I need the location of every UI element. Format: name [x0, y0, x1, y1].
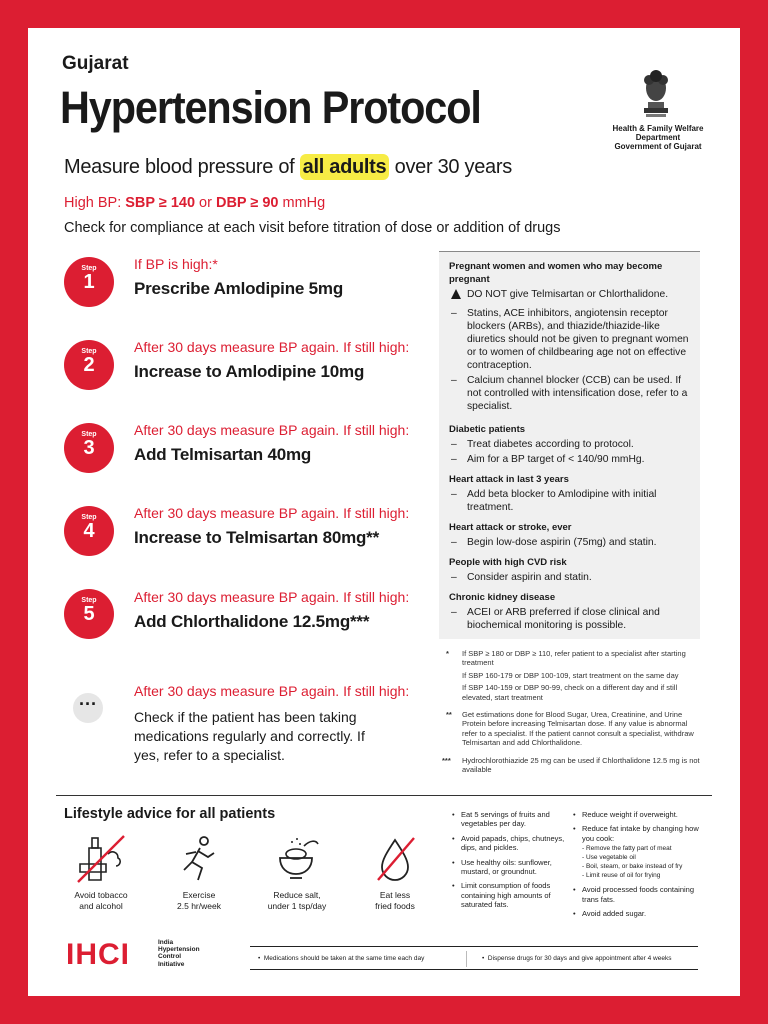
list-item: • Limit consumption of foods containing high amounts of saturated fats. — [452, 881, 570, 909]
list-item: • Avoid added sugar. — [573, 909, 703, 918]
protocol-sheet — [28, 28, 740, 996]
no-tobacco-alcohol-icon — [74, 834, 128, 884]
bottom-reminder-bar — [250, 946, 698, 970]
list-item: – Aim for a BP target of < 140/90 mmHg. — [451, 454, 645, 465]
lifestyle-caption: Reduce salt, under 1 tsp/day — [267, 890, 327, 911]
list-item: – Begin low-dose aspirin (75mg) and statin. — [451, 537, 657, 548]
list-item: • Avoid papads, chips, chutneys, dips, and pickles. — [452, 834, 570, 853]
step-2-condition: After 30 days measure BP again. If still high: — [134, 339, 410, 355]
step-1-condition: If BP is high:* — [134, 256, 218, 272]
sub-item: - Limit reuse of oil for frying — [582, 872, 661, 880]
lifestyle-heading: Lifestyle advice for all patients — [64, 806, 276, 822]
list-item: • Reduce weight if overweight. — [573, 810, 703, 819]
ckd-heading: Chronic kidney disease — [449, 592, 556, 603]
warning-triangle-icon — [451, 289, 461, 299]
sub-item: - Remove the fatty part of meat — [582, 845, 672, 853]
footnote-1: * If SBP ≥ 180 or DBP ≥ 110, refer patient to a specialist after starting treatment If SBP 160-179 or DBP 100-109, start treatment on the same day If SBP 140-159 or DBP 90-99, check on a different day and if still elevated, start treatment — [446, 649, 686, 702]
footnote-3: *** Hydrochlorothiazide 25 mg can be used if Chlorthalidone 12.5 mg is not available — [442, 755, 700, 775]
step-3-condition: After 30 days measure BP again. If still high: — [134, 422, 410, 438]
lifestyle-tips-left — [452, 810, 570, 915]
cvd-risk-heading: People with high CVD risk — [449, 557, 567, 568]
step-4-action: Increase to Telmisartan 80mg** — [134, 528, 380, 547]
lifestyle-fried-food — [347, 834, 443, 912]
lifestyle-caption: Avoid tobacco and alcohol — [74, 890, 128, 911]
section-divider — [56, 795, 712, 796]
lifestyle-exercise — [151, 834, 247, 912]
list-item: – Consider aspirin and statin. — [451, 572, 592, 583]
special-populations-box — [439, 251, 700, 639]
reminder-dispense-drugs: • Dispense drugs for 30 days and give appointment after 4 weeks — [482, 955, 672, 962]
lifestyle-caption: Eat less fried foods — [375, 890, 415, 911]
sub-item: - Boil, steam, or bake instead of fry — [582, 863, 683, 871]
list-item: – Add beta blocker to Amlodipine with initial treatment. — [451, 489, 657, 513]
step-3-badge: Step 3 — [64, 423, 114, 473]
ihci-logo: IHCI — [66, 938, 130, 971]
list-item: • Eat 5 servings of fruits and vegetables per day. — [452, 810, 570, 829]
pregnant-warning: DO NOT give Telmisartan or Chlorthalidone. — [449, 288, 690, 301]
ihci-logo-text: India Hypertension Control Initiative — [158, 939, 200, 968]
pregnant-heading: Pregnant women and women who may become pregnant — [449, 261, 663, 285]
diabetic-heading: Diabetic patients — [449, 424, 526, 435]
final-instruction: Check if the patient has been taking medications regularly and correctly. If yes, refer to a specialist. — [134, 709, 365, 763]
step-5-action: Add Chlorthalidone 12.5mg*** — [134, 612, 370, 631]
lifestyle-tips-right — [573, 810, 703, 923]
no-fried-food-icon — [368, 834, 422, 884]
reminder-medication-time: • Medications should be taken at the same time each day — [258, 955, 425, 962]
region-label: Gujarat — [62, 53, 129, 74]
footnotes — [442, 649, 704, 778]
running-icon — [172, 834, 226, 884]
state-emblem-icon — [636, 64, 676, 120]
step-2-badge: Step 2 — [64, 340, 114, 390]
highlight-all-adults: all adults — [300, 154, 390, 180]
final-condition: After 30 days measure BP again. If still high: — [134, 683, 410, 699]
list-item: – Statins, ACE inhibitors, angiotensin receptor blockers (ARBs), and thiazide/thiazide-like diuretics should not be given to pregnant women or to women of childbearing age not on effective contraception. — [451, 308, 689, 371]
more-steps-icon: ··· — [73, 693, 103, 723]
step-1-action: Prescribe Amlodipine 5mg — [134, 279, 344, 298]
lifestyle-salt — [249, 834, 345, 912]
step-2-action: Increase to Amlodipine 10mg — [134, 362, 365, 381]
sub-item: - Use vegetable oil — [582, 854, 636, 862]
list-item: – ACEI or ARB preferred if close clinical and biochemical monitoring is possible. — [451, 607, 660, 631]
salt-bowl-icon — [270, 834, 324, 884]
step-3-action: Add Telmisartan 40mg — [134, 445, 312, 464]
list-item: – Treat diabetes according to protocol. — [451, 439, 634, 450]
footnote-2: ** Get estimations done for Blood Sugar, Urea, Creatinine, and Urine Protein before increasing Telmisartan dose. If any value is abnormal refer to a specialist. If the patient cannot consult a specialist, withdraw Telmisartan and add Chlorthalidone. — [446, 710, 694, 748]
step-1-badge: Step 1 — [64, 257, 114, 307]
high-bp-definition: High BP: SBP ≥ 140 or DBP ≥ 90 mmHg — [64, 195, 326, 211]
measure-instruction: Measure blood pressure of all adults over 30 years — [64, 156, 512, 178]
stroke-heading: Heart attack or stroke, ever — [449, 522, 572, 533]
list-item: – Calcium channel blocker (CCB) can be used. If not controlled with intensification dose, refer to a specialist. — [451, 375, 688, 412]
compliance-note: Check for compliance at each visit before titration of dose or addition of drugs — [64, 220, 561, 236]
department-name: Health & Family Welfare Department Government of Gujarat — [612, 124, 704, 152]
list-item: • Reduce fat intake by changing how you cook: — [573, 824, 703, 843]
step-4-condition: After 30 days measure BP again. If still high: — [134, 505, 410, 521]
step-4-badge: Step 4 — [64, 506, 114, 556]
list-item: • Avoid processed foods containing trans fats. — [573, 885, 703, 904]
lifestyle-tobacco-alcohol — [53, 834, 149, 912]
page-title: Hypertension Protocol — [60, 82, 481, 133]
list-item: • Use healthy oils: sunflower, mustard, or groundnut. — [452, 858, 570, 877]
heart-attack-heading: Heart attack in last 3 years — [449, 474, 569, 485]
lifestyle-caption: Exercise 2.5 hr/week — [177, 890, 221, 911]
step-5-condition: After 30 days measure BP again. If still high: — [134, 589, 410, 605]
step-5-badge: Step 5 — [64, 589, 114, 639]
bar-separator — [466, 951, 467, 967]
